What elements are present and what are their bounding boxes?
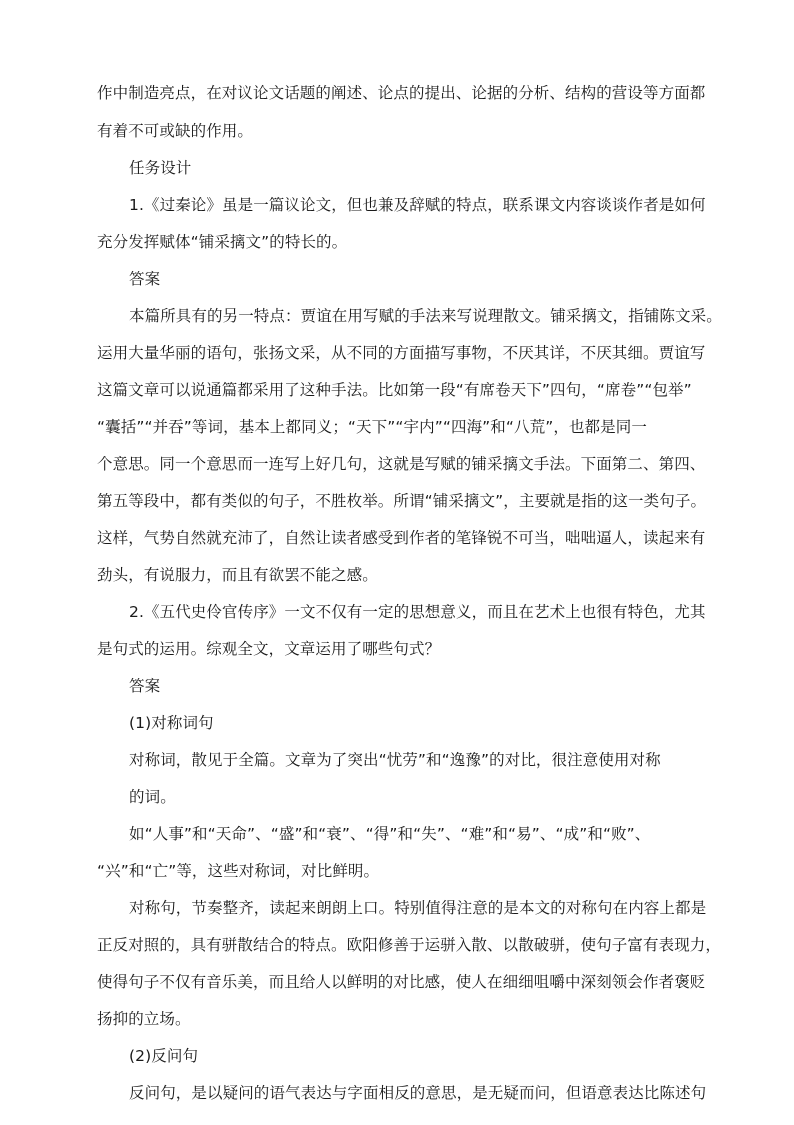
- text-line: 运用大量华丽的语句，张扬文采，从不同的方面描写事物，不厌其详，不厌其细。贾谊写: [97, 344, 706, 362]
- text-line: 作中制造亮点，在对议论文话题的阐述、论点的提出、论据的分析、结构的营设等方面都: [97, 84, 706, 102]
- text-line: “囊括”“并吞”等词，基本上都同义；“天下”“宇内”“四海”和“八荒”，也都是同一: [97, 418, 647, 436]
- text-line: 反问句，是以疑问的语气表达与字面相反的意思，是无疑而问，但语意表达比陈述句: [129, 1084, 707, 1102]
- text-line: 这篇文章可以说通篇都采用了这种手法。比如第一段“有席卷天下”四句，“席卷”“包举”: [97, 381, 692, 399]
- text-line: 如“人事”和“天命”、“盛”和“衰”、“得”和“失”、“难”和“易”、“成”和“败”、: [129, 825, 651, 843]
- text-line: 劲头，有说服力，而且有欲罢不能之感。: [97, 566, 378, 584]
- text-line: 第五等段中，都有类似的句子，不胜枚举。所谓“铺采摛文”，主要就是指的这一类句子。: [97, 492, 707, 510]
- answer-heading: 答案: [129, 270, 161, 288]
- question-text: 充分发挥赋体“铺采摛文”的特长的。: [97, 233, 348, 251]
- text-line: 有着不可或缺的作用。: [97, 122, 254, 140]
- text-line: 对称词，散见于全篇。文章为了突出“忧劳”和“逸豫”的对比，很注意使用对称: [129, 751, 661, 769]
- subsection-heading: (1)对称词句: [129, 714, 214, 732]
- text-line: 个意思。同一个意思而一连写上好几句，这就是写赋的铺采摛文手法。下面第二、第四、: [97, 455, 706, 473]
- subsection-heading: (2)反问句: [129, 1047, 199, 1065]
- text-line: 使得句子不仅有音乐美，而且给人以鲜明的对比感，使人在细细咀嚼中深刻领会作者褒贬: [97, 973, 706, 991]
- text-line: 正反对照的，具有骈散结合的特点。欧阳修善于运骈入散、以散破骈，使句子富有表现力，: [97, 936, 722, 954]
- text-line: 扬抑的立场。: [97, 1010, 191, 1028]
- text-line: 的词。: [129, 788, 176, 806]
- answer-heading: 答案: [129, 677, 161, 695]
- text-line: 对称句，节奏整齐，读起来朗朗上口。特别值得注意的是本文的对称句在内容上都是: [129, 899, 707, 917]
- question-text: 是句式的运用。综观全文，文章运用了哪些句式？: [97, 640, 441, 658]
- text-line: 这样，气势自然就充沛了，自然让读者感受到作者的笔锋锐不可当，咄咄逼人，读起来有: [97, 529, 706, 547]
- text-line: “兴”和“亡”等，这些对称词，对比鲜明。: [97, 862, 380, 880]
- text-line: 本篇所具有的另一特点：贾谊在用写赋的手法来写说理散文。铺采摛文，指铺陈文采。: [129, 307, 722, 325]
- question-text: 2.《五代史伶官传序》一文不仅有一定的思想意义，而且在艺术上也很有特色，尤其: [129, 603, 706, 621]
- section-heading: 任务设计: [129, 159, 192, 177]
- question-text: 1.《过秦论》虽是一篇议论文，但也兼及辞赋的特点，联系课文内容谈谈作者是如何: [129, 196, 706, 214]
